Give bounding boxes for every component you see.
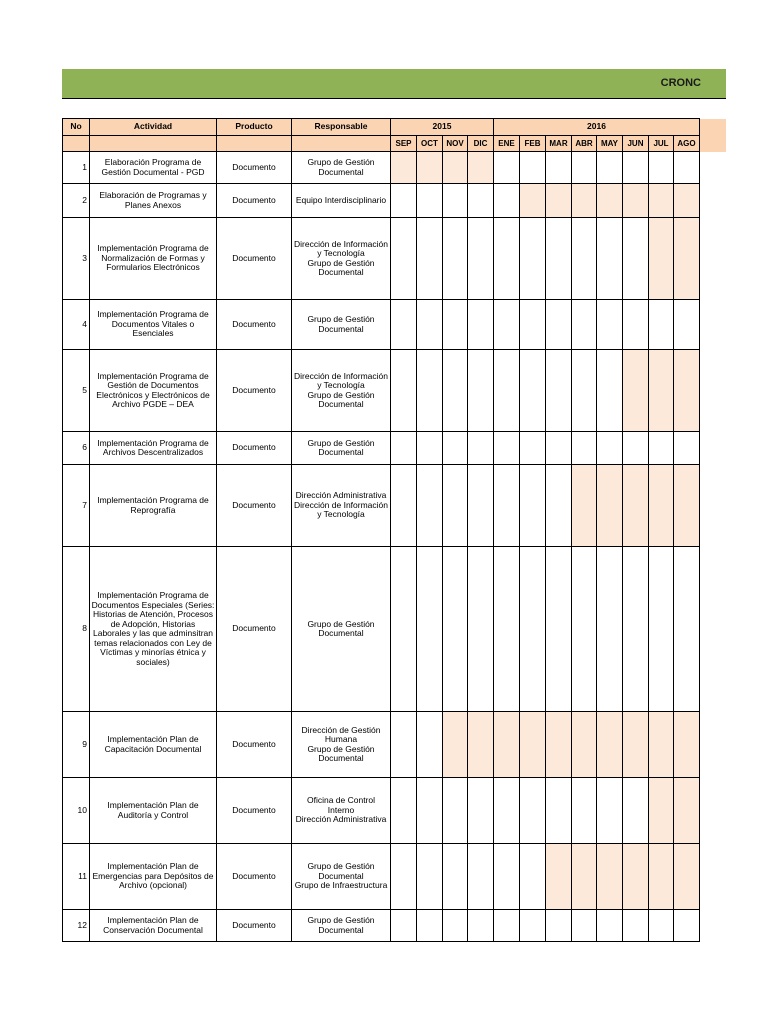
schedule-cell <box>597 844 623 910</box>
product-cell: Documento <box>217 184 292 218</box>
schedule-cell <box>649 432 674 465</box>
schedule-cell <box>674 910 700 942</box>
row-number: 12 <box>63 910 90 942</box>
schedule-cell <box>572 218 597 300</box>
schedule-cell <box>468 184 494 218</box>
schedule-cell <box>674 184 700 218</box>
schedule-cell <box>520 778 546 844</box>
schedule-cell <box>597 547 623 712</box>
schedule-cell <box>597 432 623 465</box>
schedule-cell <box>520 910 546 942</box>
schedule-cell <box>443 152 468 184</box>
product-cell: Documento <box>217 350 292 432</box>
schedule-cell <box>546 152 572 184</box>
product-cell: Documento <box>217 712 292 778</box>
schedule-cell <box>623 152 649 184</box>
schedule-cell <box>391 465 417 547</box>
schedule-cell <box>520 465 546 547</box>
product-cell: Documento <box>217 465 292 547</box>
activity-cell: Elaboración Programa de Gestión Documental - PGD <box>90 152 217 184</box>
schedule-cell <box>623 218 649 300</box>
activity-cell: Implementación Programa de Documentos Especiales (Series: Historias de Atención, Procesos de Adopción, Historias Laborales y las que adminsitran temas relacionados con Ley de Víctimas y minorías étnica y sociales) <box>90 547 217 712</box>
header-year-2016: 2016 <box>494 119 700 136</box>
product-cell: Documento <box>217 844 292 910</box>
schedule-cell <box>443 547 468 712</box>
schedule-cell <box>649 300 674 350</box>
schedule-cell <box>649 350 674 432</box>
row-number: 9 <box>63 712 90 778</box>
responsible-cell: Oficina de Control Interno Dirección Administrativa <box>292 778 391 844</box>
schedule-table <box>62 118 700 942</box>
schedule-cell <box>546 778 572 844</box>
row-number: 2 <box>63 184 90 218</box>
activity-cell: Implementación Programa de Normalización de Formas y Formularios Electrónicos <box>90 218 217 300</box>
schedule-cell <box>597 350 623 432</box>
schedule-cell <box>623 184 649 218</box>
schedule-cell <box>623 712 649 778</box>
schedule-cell <box>597 300 623 350</box>
schedule-cell <box>674 218 700 300</box>
schedule-cell <box>572 432 597 465</box>
header-year-2015: 2015 <box>391 119 494 136</box>
responsible-cell: Equipo Interdisciplinario <box>292 184 391 218</box>
schedule-cell <box>417 910 443 942</box>
schedule-cell <box>520 184 546 218</box>
table-row <box>63 910 700 942</box>
schedule-cell <box>468 547 494 712</box>
activity-cell: Elaboración de Programas y Planes Anexos <box>90 184 217 218</box>
schedule-cell <box>623 910 649 942</box>
schedule-cell <box>468 712 494 778</box>
schedule-cell <box>494 712 520 778</box>
schedule-cell <box>417 218 443 300</box>
schedule-cell <box>417 712 443 778</box>
schedule-cell <box>494 844 520 910</box>
schedule-cell <box>597 712 623 778</box>
month-header: OCT <box>417 136 443 152</box>
schedule-cell <box>572 465 597 547</box>
month-header: MAR <box>546 136 572 152</box>
schedule-cell <box>417 465 443 547</box>
schedule-cell <box>649 712 674 778</box>
schedule-cell <box>443 712 468 778</box>
schedule-cell <box>417 152 443 184</box>
schedule-cell <box>623 300 649 350</box>
schedule-cell <box>391 547 417 712</box>
schedule-cell <box>520 432 546 465</box>
schedule-cell <box>417 184 443 218</box>
schedule-cell <box>443 218 468 300</box>
schedule-cell <box>546 844 572 910</box>
schedule-cell <box>468 778 494 844</box>
schedule-cell <box>468 152 494 184</box>
schedule-cell <box>674 778 700 844</box>
responsible-cell: Grupo de Gestión Documental Grupo de Infraestructura <box>292 844 391 910</box>
schedule-cell <box>443 184 468 218</box>
schedule-cell <box>674 152 700 184</box>
schedule-cell <box>546 712 572 778</box>
schedule-cell <box>417 778 443 844</box>
activity-cell: Implementación Programa de Documentos Vitales o Esenciales <box>90 300 217 350</box>
schedule-cell <box>623 547 649 712</box>
activity-cell: Implementación Plan de Auditoría y Control <box>90 778 217 844</box>
schedule-cell <box>572 844 597 910</box>
table-row <box>63 184 700 218</box>
schedule-cell <box>417 547 443 712</box>
schedule-cell <box>623 350 649 432</box>
schedule-cell <box>546 547 572 712</box>
schedule-cell <box>597 218 623 300</box>
month-header: JUN <box>623 136 649 152</box>
activity-cell: Implementación Programa de Reprografía <box>90 465 217 547</box>
schedule-cell <box>572 778 597 844</box>
month-header: ENE <box>494 136 520 152</box>
schedule-cell <box>649 218 674 300</box>
row-number: 5 <box>63 350 90 432</box>
responsible-cell: Dirección Administrativa Dirección de Información y Tecnología <box>292 465 391 547</box>
row-number: 3 <box>63 218 90 300</box>
schedule-cell <box>546 300 572 350</box>
schedule-cell <box>674 465 700 547</box>
product-cell: Documento <box>217 218 292 300</box>
month-header: ABR <box>572 136 597 152</box>
schedule-cell <box>520 350 546 432</box>
month-header: JUL <box>649 136 674 152</box>
schedule-cell <box>623 778 649 844</box>
schedule-cell <box>520 712 546 778</box>
month-header: NOV <box>443 136 468 152</box>
table-row <box>63 152 700 184</box>
schedule-cell <box>572 184 597 218</box>
header-producto: Producto <box>217 119 292 136</box>
responsible-cell: Dirección de Gestión Humana Grupo de Gestión Documental <box>292 712 391 778</box>
schedule-cell <box>649 152 674 184</box>
header-responsable: Responsable <box>292 119 391 136</box>
schedule-cell <box>597 184 623 218</box>
responsible-cell: Grupo de Gestión Documental <box>292 910 391 942</box>
schedule-cell <box>468 432 494 465</box>
schedule-cell <box>572 547 597 712</box>
header-no: No <box>63 119 90 136</box>
schedule-cell <box>546 465 572 547</box>
schedule-cell <box>391 218 417 300</box>
schedule-cell <box>443 910 468 942</box>
row-number: 11 <box>63 844 90 910</box>
table-row <box>63 547 700 712</box>
activity-cell: Implementación Plan de Conservación Documental <box>90 910 217 942</box>
schedule-cell <box>417 432 443 465</box>
row-number: 1 <box>63 152 90 184</box>
schedule-cell <box>494 547 520 712</box>
table-row <box>63 844 700 910</box>
page-title: CRONC <box>660 77 701 89</box>
schedule-cell <box>443 300 468 350</box>
schedule-cell <box>391 432 417 465</box>
schedule-cell <box>520 844 546 910</box>
schedule-cell <box>674 547 700 712</box>
schedule-cell <box>597 152 623 184</box>
product-cell: Documento <box>217 778 292 844</box>
activity-cell: Implementación Programa de Gestión de Documentos Electrónicos y Electrónicos de Archivo PGDE – DEA <box>90 350 217 432</box>
schedule-cell <box>597 910 623 942</box>
schedule-cell <box>417 350 443 432</box>
schedule-cell <box>494 184 520 218</box>
product-cell: Documento <box>217 547 292 712</box>
schedule-cell <box>391 184 417 218</box>
schedule-cell <box>391 300 417 350</box>
schedule-cell <box>520 152 546 184</box>
schedule-cell <box>391 844 417 910</box>
schedule-cell <box>674 712 700 778</box>
responsible-cell: Grupo de Gestión Documental <box>292 152 391 184</box>
row-number: 8 <box>63 547 90 712</box>
schedule-cell <box>649 547 674 712</box>
schedule-cell <box>674 300 700 350</box>
schedule-cell <box>494 152 520 184</box>
schedule-cell <box>546 350 572 432</box>
schedule-cell <box>597 465 623 547</box>
activity-cell: Implementación Plan de Emergencias para Depósitos de Archivo (opcional) <box>90 844 217 910</box>
product-cell: Documento <box>217 910 292 942</box>
schedule-cell <box>520 218 546 300</box>
schedule-cell <box>468 465 494 547</box>
schedule-cell <box>520 300 546 350</box>
schedule-cell <box>546 218 572 300</box>
table-row <box>63 218 700 300</box>
responsible-cell: Dirección de Información y Tecnología Grupo de Gestión Documental <box>292 218 391 300</box>
schedule-cell <box>572 300 597 350</box>
row-number: 10 <box>63 778 90 844</box>
schedule-cell <box>520 547 546 712</box>
schedule-cell <box>597 778 623 844</box>
schedule-cell <box>572 712 597 778</box>
schedule-cell <box>674 432 700 465</box>
product-cell: Documento <box>217 152 292 184</box>
schedule-cell <box>623 432 649 465</box>
responsible-cell: Dirección de Información y Tecnología Grupo de Gestión Documental <box>292 350 391 432</box>
schedule-cell <box>468 218 494 300</box>
schedule-cell <box>546 910 572 942</box>
schedule-cell <box>674 350 700 432</box>
activity-cell: Implementación Plan de Capacitación Documental <box>90 712 217 778</box>
schedule-cell <box>417 300 443 350</box>
schedule-cell <box>494 910 520 942</box>
table-row <box>63 712 700 778</box>
schedule-cell <box>443 432 468 465</box>
schedule-cell <box>468 300 494 350</box>
month-header: FEB <box>520 136 546 152</box>
table-row <box>63 778 700 844</box>
schedule-cell <box>674 844 700 910</box>
schedule-cell <box>468 844 494 910</box>
row-number: 4 <box>63 300 90 350</box>
schedule-cell <box>494 465 520 547</box>
schedule-cell <box>649 465 674 547</box>
schedule-cell <box>623 465 649 547</box>
month-header: DIC <box>468 136 494 152</box>
table-row <box>63 300 700 350</box>
schedule-cell <box>417 844 443 910</box>
schedule-cell <box>494 350 520 432</box>
schedule-cell <box>443 844 468 910</box>
schedule-cell <box>572 910 597 942</box>
schedule-cell <box>443 465 468 547</box>
schedule-cell <box>391 152 417 184</box>
month-header: AGO <box>674 136 700 152</box>
schedule-cell <box>546 184 572 218</box>
activity-cell: Implementación Programa de Archivos Descentralizados <box>90 432 217 465</box>
schedule-cell <box>649 778 674 844</box>
schedule-cell <box>649 184 674 218</box>
schedule-cell <box>572 152 597 184</box>
title-bar <box>62 69 726 99</box>
responsible-cell: Grupo de Gestión Documental <box>292 300 391 350</box>
table-row <box>63 465 700 547</box>
schedule-cell <box>572 350 597 432</box>
month-header: SEP <box>391 136 417 152</box>
table-row <box>63 432 700 465</box>
table-row <box>63 350 700 432</box>
month-row <box>63 136 700 152</box>
schedule-cell <box>468 910 494 942</box>
schedule-cell <box>391 350 417 432</box>
schedule-cell <box>443 778 468 844</box>
header-actividad: Actividad <box>90 119 217 136</box>
schedule-cell <box>391 910 417 942</box>
product-cell: Documento <box>217 432 292 465</box>
product-cell: Documento <box>217 300 292 350</box>
schedule-cell <box>391 712 417 778</box>
schedule-cell <box>494 432 520 465</box>
schedule-cell <box>494 300 520 350</box>
header-row <box>63 119 700 136</box>
row-number: 6 <box>63 432 90 465</box>
schedule-cell <box>649 910 674 942</box>
schedule-cell <box>546 432 572 465</box>
schedule-cell <box>649 844 674 910</box>
header-extension <box>700 119 726 152</box>
schedule-cell <box>623 844 649 910</box>
responsible-cell: Grupo de Gestión Documental <box>292 432 391 465</box>
row-number: 7 <box>63 465 90 547</box>
schedule-cell <box>391 778 417 844</box>
schedule-cell <box>468 350 494 432</box>
responsible-cell: Grupo de Gestión Documental <box>292 547 391 712</box>
schedule-cell <box>443 350 468 432</box>
schedule-cell <box>494 218 520 300</box>
month-header: MAY <box>597 136 623 152</box>
schedule-cell <box>494 778 520 844</box>
